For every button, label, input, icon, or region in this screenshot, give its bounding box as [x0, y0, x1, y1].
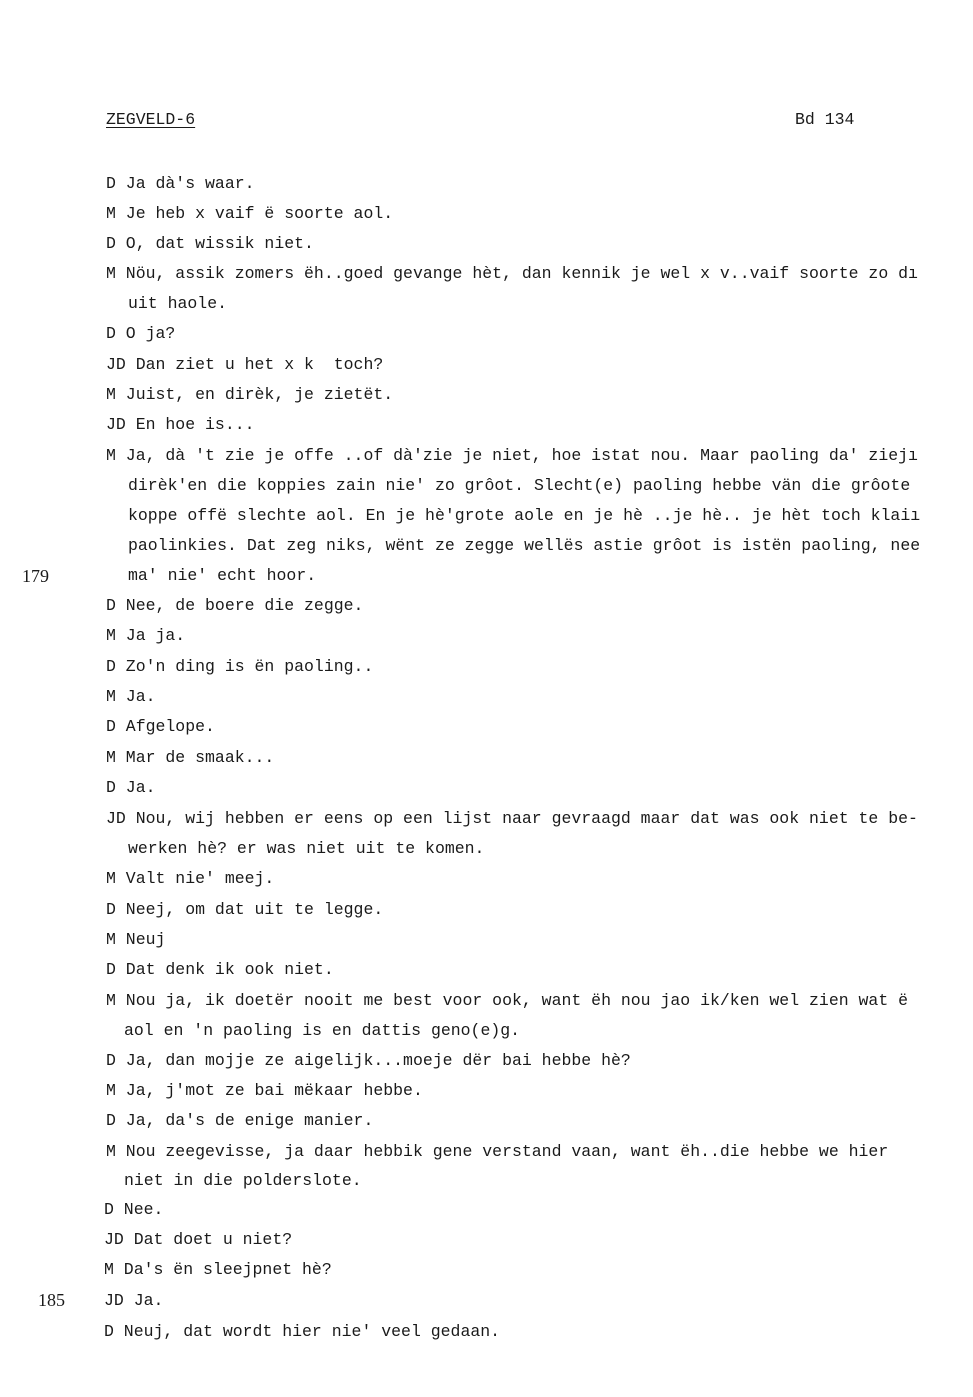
transcript-line: niet in die polderslote. — [124, 1171, 362, 1190]
margin-line-number: 179 — [22, 566, 49, 586]
transcript-line: M Nou zeegevisse, ja daar hebbik gene verstand vaan, want ëh..die hebbe we hier — [106, 1142, 889, 1161]
transcript-line: M Mar de smaak... — [106, 748, 275, 767]
transcript-line: werken hè? er was niet uit te komen. — [128, 839, 485, 858]
transcript-line: D Ja. — [106, 778, 156, 797]
transcript-line: ma' nie' echt hoor. — [128, 566, 317, 585]
transcript-line: M Nou ja, ik doetër nooit me best voor ook, want ëh nou jao ik/ken wel zien wat ë — [106, 991, 909, 1010]
transcript-line: D Zo'n ding is ën paoling.. — [106, 657, 374, 676]
page-number: Bd 134 — [795, 110, 855, 129]
margin-line-number: 185 — [38, 1290, 65, 1310]
transcript-line: M Ja ja. — [106, 626, 186, 645]
transcript-line: D Dat denk ik ook niet. — [106, 960, 334, 979]
transcript-line: M Je heb x vaif ë soorte aol. — [106, 204, 394, 223]
transcript-line: M Juist, en dirèk, je zietët. — [106, 385, 394, 404]
transcript-line: D Nee. — [104, 1200, 164, 1219]
transcript-line: paolinkies. Dat zeg niks, wënt ze zegge wellës astie grôot is istën paoling, nee — [128, 536, 921, 555]
transcript-line: M Ja, j'mot ze bai mëkaar hebbe. — [106, 1081, 423, 1100]
transcript-line: dirèk'en die koppies zain nie' zo grôot. Slecht(e) paoling hebbe vän die grôote — [128, 476, 911, 495]
transcript-line: aol en 'n paoling is en dattis geno(e)g. — [124, 1021, 521, 1040]
transcript-line: M Ja. — [106, 687, 156, 706]
transcript-line: D O, dat wissik niet. — [106, 234, 314, 253]
transcript-line: D Afgelope. — [106, 717, 215, 736]
transcript-line: koppe offë slechte aol. En je hè'grote aole en je hè ..je hè.. je hèt toch klaiı — [128, 506, 921, 525]
transcript-line: JD Dat doet u niet? — [104, 1230, 293, 1249]
transcript-line: M Valt nie' meej. — [106, 869, 275, 888]
transcript-line: JD Ja. — [104, 1291, 164, 1310]
transcript-line: M Nöu, assik zomers ëh..goed gevange hèt, dan kennik je wel x v..vaif soorte zo dı — [106, 264, 918, 283]
transcript-line: D Neuj, dat wordt hier nie' veel gedaan. — [104, 1322, 501, 1341]
transcript-line: JD Nou, wij hebben er eens op een lijst naar gevraagd maar dat was ook niet te be- — [106, 809, 918, 828]
transcript-line: D Ja, da's de enige manier. — [106, 1111, 374, 1130]
transcript-line: D Nee, de boere die zegge. — [106, 596, 364, 615]
transcript-line: D Ja dà's waar. — [106, 174, 255, 193]
transcript-line: M Da's ën sleejpnet hè? — [104, 1260, 332, 1279]
transcript-line: D O ja? — [106, 324, 176, 343]
transcript-line: M Neuj — [106, 930, 166, 949]
transcript-line: D Neej, om dat uit te legge. — [106, 900, 384, 919]
transcript-line: JD En hoe is... — [106, 415, 255, 434]
transcript-line: uit haole. — [128, 294, 228, 313]
transcript-line: M Ja, dà 't zie je offe ..of dà'zie je niet, hoe istat nou. Maar paoling da' ziejı — [106, 446, 918, 465]
transcript-line: D Ja, dan mojje ze aigelijk...moeje dër bai hebbe hè? — [106, 1051, 631, 1070]
transcript-line: JD Dan ziet u het x k toch? — [106, 355, 384, 374]
document-code: ZEGVELD-6 — [106, 110, 196, 129]
